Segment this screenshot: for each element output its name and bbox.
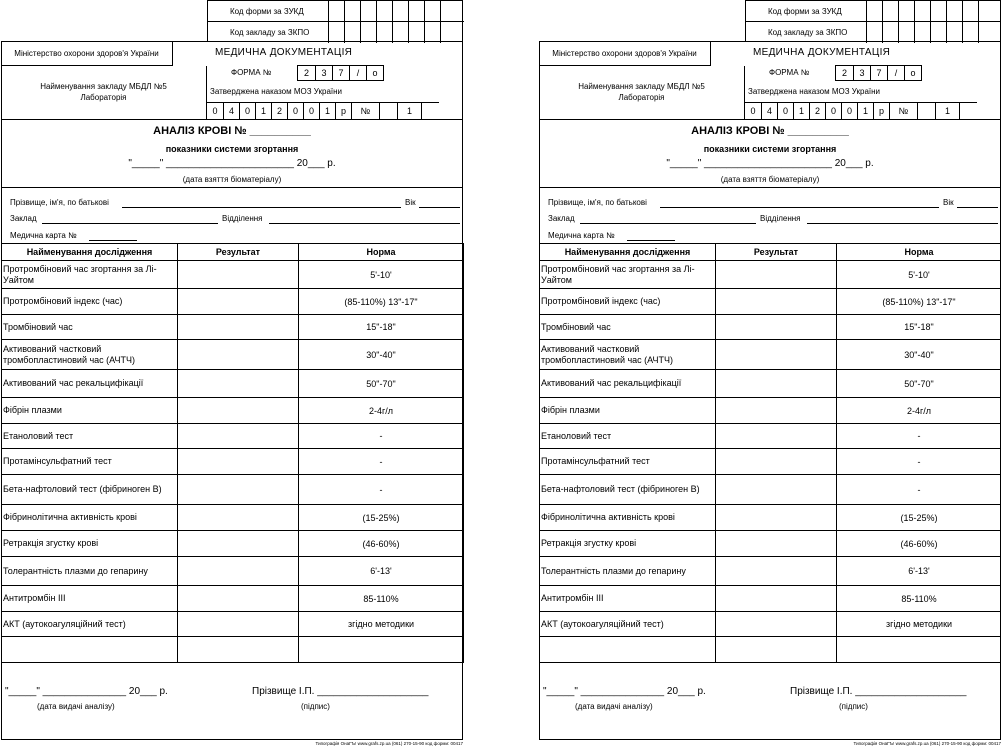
form-cell: 7 <box>870 66 887 80</box>
table-row <box>2 586 464 612</box>
norm-cell: - <box>837 449 1001 475</box>
surname-line[interactable]: Прізвище І.П. ____________________ <box>252 686 429 697</box>
med-doc-label: МЕДИЧНА ДОКУМЕНТАЦІЯ <box>753 47 891 58</box>
name-label: Прізвище, ім'я, по батькові <box>10 198 109 207</box>
table-row <box>2 557 464 586</box>
test-name: Протромбіновий індекс (час) <box>2 289 178 315</box>
test-name: АКТ (аутокоагуляційний тест) <box>540 612 716 637</box>
header-result: Результат <box>178 244 299 261</box>
norm-cell: (46-60%) <box>299 531 464 557</box>
institution-line2: Лабораторія <box>80 93 127 102</box>
code-form-row <box>208 1 464 22</box>
reg-cell: 2 <box>809 103 825 120</box>
title-block <box>539 120 1001 188</box>
result-cell[interactable] <box>178 261 299 289</box>
name-field[interactable] <box>660 207 939 208</box>
norm-cell: 6'-13' <box>299 557 464 586</box>
result-cell[interactable] <box>178 289 299 315</box>
result-cell[interactable] <box>178 315 299 340</box>
header-result: Результат <box>716 244 837 261</box>
approved-label: Затверджена наказом МОЗ України <box>210 87 343 96</box>
reg-cell: № <box>889 103 917 120</box>
norm-cell: - <box>837 475 1001 505</box>
form-cell: 2 <box>841 68 847 78</box>
reg-cell: 0 <box>825 103 841 120</box>
test-name: Протамінсульфатний тест <box>2 449 178 475</box>
test-name: Тромбіновий час <box>540 315 716 340</box>
form-right <box>539 0 1001 746</box>
code-inst-row <box>208 22 464 43</box>
analysis-title: АНАЛІЗ КРОВІ № __________ <box>153 125 311 137</box>
norm-cell: (15-25%) <box>299 505 464 531</box>
reg-cell: р <box>335 103 351 120</box>
code-form-row <box>746 1 1001 22</box>
form-number-label: ФОРМА № <box>231 68 272 77</box>
test-name: Активований частковий тромбопластиновий час (АЧТЧ) <box>2 340 178 370</box>
norm-cell: 6'-13' <box>837 557 1001 586</box>
result-cell[interactable] <box>716 449 837 475</box>
norm-cell: 15"-18" <box>299 315 464 340</box>
norm-cell: (85-110%) 13"-17" <box>837 289 1001 315</box>
result-cell[interactable] <box>178 637 299 663</box>
test-name: Протромбіновий час згортання за Лі-Уайтом <box>540 261 716 289</box>
form-footer <box>539 664 1001 740</box>
age-label: Вік <box>405 198 416 207</box>
results-table <box>539 243 1001 663</box>
norm-cell: 85-110% <box>299 586 464 612</box>
test-name: Фібрін плазми <box>540 398 716 424</box>
reg-cell: 0 <box>750 106 756 116</box>
table-row <box>540 449 1001 475</box>
code-inst-row <box>746 22 1001 43</box>
header-norm: Норма <box>837 244 1001 261</box>
result-cell[interactable] <box>716 505 837 531</box>
facility-field[interactable] <box>42 223 218 224</box>
facility-field[interactable] <box>580 223 756 224</box>
reg-cell: 1 <box>793 103 809 120</box>
test-name: Протамінсульфатний тест <box>540 449 716 475</box>
header-test-name: Найменування дослідження <box>2 244 178 261</box>
result-cell[interactable] <box>716 475 837 505</box>
reg-cell: 0 <box>777 103 793 120</box>
issue-date[interactable]: "_____" _______________ 20___ р. <box>543 686 706 697</box>
facility-label: Заклад <box>548 214 575 223</box>
reg-cell <box>379 103 397 120</box>
age-label: Вік <box>943 198 954 207</box>
code-form-label: Код форми за ЗУКД <box>768 7 842 16</box>
result-cell[interactable] <box>178 398 299 424</box>
reg-cell: 1 <box>255 103 271 120</box>
norm-cell: - <box>299 424 464 449</box>
result-cell[interactable] <box>178 557 299 586</box>
norm-cell: (46-60%) <box>837 531 1001 557</box>
reg-cell: № <box>351 103 379 120</box>
result-cell[interactable] <box>716 557 837 586</box>
test-name: Антитромбін ІІІ <box>540 586 716 612</box>
table-row <box>540 398 1001 424</box>
form-cell: / <box>349 66 366 80</box>
test-name: Активований час рекальцифікації <box>540 370 716 398</box>
reg-cell: р <box>873 103 889 120</box>
norm-cell: 5'-10' <box>837 261 1001 289</box>
code-form-cells[interactable] <box>866 1 994 22</box>
norm-cell: (15-25%) <box>837 505 1001 531</box>
name-label: Прізвище, ім'я, по батькові <box>548 198 647 207</box>
reg-cell: 1 <box>857 103 873 120</box>
code-inst-label: Код закладу за ЗКПО <box>768 28 848 37</box>
table-row <box>540 340 1001 370</box>
code-form-label: Код форми за ЗУКД <box>230 7 304 16</box>
test-name[interactable] <box>2 637 178 663</box>
form-left <box>1 0 463 746</box>
printer-imprint: Типографія ОнаГЪ! www.grafs.zp.ua (061) 270-15-90 код форми: 00417 <box>853 741 1001 746</box>
form-number-cells <box>297 65 384 81</box>
norm-cell: 50"-70" <box>299 370 464 398</box>
norm-cell: згідно методики <box>299 612 464 637</box>
table-row <box>2 398 464 424</box>
table-row <box>2 637 464 663</box>
test-name: Толерантність плазми до гепарину <box>540 557 716 586</box>
table-row <box>540 475 1001 505</box>
result-cell[interactable] <box>178 449 299 475</box>
reg-cell: 0 <box>212 106 218 116</box>
analysis-subtitle: показники системи згортання <box>703 144 837 154</box>
institution-line2: Лабораторія <box>618 93 665 102</box>
reg-cell: 2 <box>271 103 287 120</box>
reg-cell: 4 <box>761 103 777 120</box>
table-row <box>540 586 1001 612</box>
test-name: Антитромбін ІІІ <box>2 586 178 612</box>
form-header <box>1 41 463 120</box>
table-row <box>540 424 1001 449</box>
test-name: Фібринолітична активність крові <box>2 505 178 531</box>
table-row <box>2 315 464 340</box>
table-row <box>2 475 464 505</box>
table-row <box>2 531 464 557</box>
form-cell: 7 <box>332 66 349 80</box>
form-cell: о <box>366 66 383 80</box>
header-test-name: Найменування дослідження <box>540 244 716 261</box>
result-cell[interactable] <box>716 289 837 315</box>
test-name: Фібрін плазми <box>2 398 178 424</box>
result-cell[interactable] <box>716 261 837 289</box>
code-box <box>207 0 463 42</box>
test-name: Активований частковий тромбопластиновий час (АЧТЧ) <box>540 340 716 370</box>
department-field[interactable] <box>269 223 460 224</box>
result-cell[interactable] <box>716 637 837 663</box>
test-name: Протромбіновий індекс (час) <box>540 289 716 315</box>
norm-cell: згідно методики <box>837 612 1001 637</box>
norm-cell[interactable] <box>837 637 1001 663</box>
test-name: Тромбіновий час <box>2 315 178 340</box>
form-cell: 3 <box>315 66 332 80</box>
table-row <box>2 449 464 475</box>
signature-caption: (підпис) <box>839 702 868 711</box>
reg-cell <box>959 103 977 120</box>
table-row <box>540 289 1001 315</box>
test-name: Етаноловий тест <box>2 424 178 449</box>
reg-cell <box>917 103 935 120</box>
result-cell[interactable] <box>178 475 299 505</box>
form-number-label: ФОРМА № <box>769 68 810 77</box>
results-table <box>1 243 464 663</box>
patient-block <box>1 188 463 243</box>
reg-cell: 0 <box>239 103 255 120</box>
norm-cell: - <box>299 449 464 475</box>
result-cell[interactable] <box>716 586 837 612</box>
form-cell: 2 <box>303 68 309 78</box>
table-row <box>540 557 1001 586</box>
sample-date[interactable]: "_____" _______________________ 20___ р. <box>128 158 336 169</box>
header-norm: Норма <box>299 244 464 261</box>
form-cell: 3 <box>853 66 870 80</box>
test-name: Бета-нафтоловий тест (фібриноген В) <box>2 475 178 505</box>
code-inst-cells[interactable] <box>866 22 994 43</box>
test-name: Бета-нафтоловий тест (фібриноген В) <box>540 475 716 505</box>
reg-cell: 4 <box>223 103 239 120</box>
result-cell[interactable] <box>178 612 299 637</box>
facility-label: Заклад <box>10 214 37 223</box>
table-row <box>540 315 1001 340</box>
norm-cell: - <box>837 424 1001 449</box>
table-row <box>2 370 464 398</box>
table-row <box>2 340 464 370</box>
norm-cell: 30"-40" <box>837 340 1001 370</box>
department-field[interactable] <box>807 223 998 224</box>
test-name: АКТ (аутокоагуляційний тест) <box>2 612 178 637</box>
norm-cell: 2-4г/л <box>837 398 1001 424</box>
result-cell[interactable] <box>178 531 299 557</box>
analysis-subtitle: показники системи згортання <box>165 144 299 154</box>
result-cell[interactable] <box>716 398 837 424</box>
institution-name <box>539 66 745 120</box>
table-row <box>540 505 1001 531</box>
patient-block <box>539 188 1001 243</box>
result-cell[interactable] <box>716 612 837 637</box>
age-field[interactable] <box>957 207 998 208</box>
ministry-name: Міністерство охорони здоров'я України <box>1 41 173 66</box>
form-cell: / <box>887 66 904 80</box>
reg-cell: 0 <box>841 103 857 120</box>
name-field[interactable] <box>122 207 401 208</box>
analysis-title: АНАЛІЗ КРОВІ № __________ <box>691 125 849 137</box>
form-header <box>539 41 1001 120</box>
form-cell: о <box>904 66 921 80</box>
result-cell[interactable] <box>178 340 299 370</box>
med-doc-label: МЕДИЧНА ДОКУМЕНТАЦІЯ <box>215 47 353 58</box>
institution-name <box>1 66 207 120</box>
norm-cell: - <box>299 475 464 505</box>
table-row <box>2 261 464 289</box>
card-label: Медична карта № <box>548 231 615 240</box>
test-name: Толерантність плазми до гепарину <box>2 557 178 586</box>
norm-cell: 30"-40" <box>299 340 464 370</box>
test-name: Активований час рекальцифікації <box>2 370 178 398</box>
institution-line1: Найменування закладу МБДЛ №5 <box>40 82 167 91</box>
approved-label: Затверджена наказом МОЗ України <box>748 87 881 96</box>
table-header-row <box>540 244 1001 261</box>
table-row <box>2 612 464 637</box>
reg-cell <box>421 103 439 120</box>
department-label: Відділення <box>222 214 263 223</box>
age-field[interactable] <box>419 207 460 208</box>
result-cell[interactable] <box>716 370 837 398</box>
card-field[interactable] <box>89 240 137 241</box>
signature-caption: (підпис) <box>301 702 330 711</box>
card-field[interactable] <box>627 240 675 241</box>
reg-cell: 1 <box>935 103 959 120</box>
title-block <box>1 120 463 188</box>
test-name: Етаноловий тест <box>540 424 716 449</box>
norm-cell: 5'-10' <box>299 261 464 289</box>
norm-cell: 85-110% <box>837 586 1001 612</box>
reg-cell: 1 <box>397 103 421 120</box>
test-name[interactable] <box>540 637 716 663</box>
test-name: Ретракція згустку крові <box>2 531 178 557</box>
norm-cell: 15"-18" <box>837 315 1001 340</box>
code-form-cells[interactable] <box>328 1 456 22</box>
norm-cell: (85-110%) 13"-17" <box>299 289 464 315</box>
ministry-name: Міністерство охорони здоров'я України <box>539 41 711 66</box>
result-cell[interactable] <box>716 340 837 370</box>
code-inst-cells[interactable] <box>328 22 456 43</box>
issue-date-caption: (дата видачі аналізу) <box>37 702 115 711</box>
sample-date[interactable]: "_____" _______________________ 20___ р. <box>666 158 874 169</box>
code-inst-label: Код закладу за ЗКПО <box>230 28 310 37</box>
norm-cell[interactable] <box>299 637 464 663</box>
table-row <box>540 370 1001 398</box>
reg-cell: 0 <box>287 103 303 120</box>
department-label: Відділення <box>760 214 801 223</box>
printer-imprint: Типографія ОнаГЪ! www.grafs.zp.ua (061) 270-15-90 код форми: 00417 <box>315 741 463 746</box>
table-row <box>540 612 1001 637</box>
result-cell[interactable] <box>716 315 837 340</box>
table-row <box>540 637 1001 663</box>
result-cell[interactable] <box>178 586 299 612</box>
table-row <box>540 531 1001 557</box>
form-footer <box>1 664 463 740</box>
table-row <box>2 505 464 531</box>
test-name: Ретракція згустку крові <box>540 531 716 557</box>
sample-date-caption: (дата взяття біоматеріалу) <box>720 175 820 184</box>
surname-line[interactable]: Прізвище І.П. ____________________ <box>790 686 967 697</box>
result-cell[interactable] <box>716 531 837 557</box>
registration-cells <box>745 102 977 120</box>
table-row <box>2 289 464 315</box>
code-box <box>745 0 1001 42</box>
institution-line1: Найменування закладу МБДЛ №5 <box>578 82 705 91</box>
issue-date[interactable]: "_____" _______________ 20___ р. <box>5 686 168 697</box>
table-header-row <box>2 244 464 261</box>
norm-cell: 50"-70" <box>837 370 1001 398</box>
result-cell[interactable] <box>178 505 299 531</box>
reg-cell: 1 <box>319 103 335 120</box>
test-name: Протромбіновий час згортання за Лі-Уайтом <box>2 261 178 289</box>
norm-cell: 2-4г/л <box>299 398 464 424</box>
result-cell[interactable] <box>178 370 299 398</box>
table-row <box>2 424 464 449</box>
issue-date-caption: (дата видачі аналізу) <box>575 702 653 711</box>
card-label: Медична карта № <box>10 231 77 240</box>
table-row <box>540 261 1001 289</box>
result-cell[interactable] <box>716 424 837 449</box>
reg-cell: 0 <box>303 103 319 120</box>
form-number-cells <box>835 65 922 81</box>
registration-cells <box>207 102 439 120</box>
result-cell[interactable] <box>178 424 299 449</box>
test-name: Фібринолітична активність крові <box>540 505 716 531</box>
sample-date-caption: (дата взяття біоматеріалу) <box>182 175 282 184</box>
